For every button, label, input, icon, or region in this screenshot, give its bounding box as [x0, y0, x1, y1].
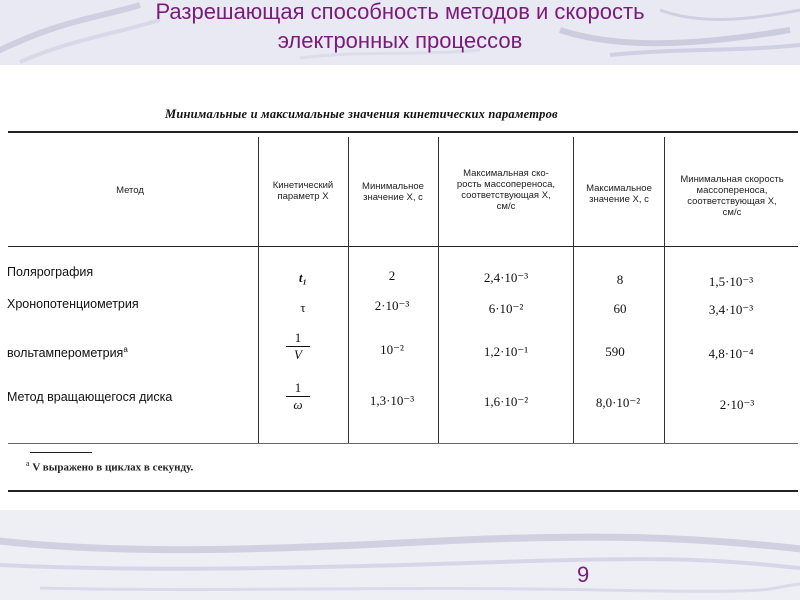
header-param-line: параметр X [277, 191, 329, 202]
row-min: 2·10⁻³ [374, 298, 410, 313]
header-param [260, 180, 346, 202]
page-number: 9 [577, 562, 590, 587]
fraction-numerator: 1 [294, 380, 302, 395]
header-min-value [350, 181, 436, 203]
row-method [7, 345, 128, 360]
col-divider [573, 137, 574, 443]
row-min-rate: 3,4·10⁻³ [708, 302, 754, 317]
row-max-rate: 6·10⁻² [488, 301, 524, 316]
row-max-rate: 2,4·10⁻³ [483, 270, 529, 285]
header-max-rate-line: см/с [496, 201, 516, 212]
footnote-mark: а [123, 345, 128, 354]
fraction-denominator: ω [293, 397, 303, 412]
row-method-text: вольтамперометрия [7, 346, 124, 360]
table-header-rule [8, 246, 798, 247]
slide-title [0, 0, 800, 55]
fraction-denominator: V [294, 347, 302, 362]
slide-title-line1: Разрешающая способность методов и скорость [155, 0, 645, 24]
footnote-rule [30, 452, 92, 453]
footnote-text: V выражено в циклах в секунду. [32, 461, 194, 474]
row-param-fraction [283, 331, 313, 362]
row-min: 2 [388, 268, 396, 283]
header-min-rate-line: см/с [722, 207, 742, 218]
header-max-rate-line: рость массопереноса, [456, 179, 556, 190]
row-param: t₁ [298, 270, 308, 285]
table-body-rule [8, 443, 798, 444]
table-bottom-rule [8, 490, 798, 492]
slide-title-line2: электронных процессов [277, 28, 523, 53]
row-method: Полярография [7, 265, 94, 279]
row-param-fraction [283, 381, 313, 412]
header-max-rate [440, 168, 572, 212]
footnote-mark: а [26, 459, 30, 468]
col-divider [258, 137, 259, 443]
col-divider [664, 137, 665, 443]
table-caption: Минимальные и максимальные значения кинетических параметров [165, 107, 558, 121]
header-min-rate-line: Минимальная скорость [680, 174, 784, 185]
row-method: Хронопотенциометрия [7, 297, 139, 311]
row-min: 10⁻² [380, 342, 404, 357]
header-max-rate-line: соответствующая X, [461, 190, 551, 201]
header-band [0, 0, 800, 65]
swoosh-decoration [0, 510, 800, 600]
row-max-rate: 1,6·10⁻² [483, 394, 529, 409]
header-max-value [575, 183, 663, 205]
table-footnote [26, 459, 193, 474]
col-divider [348, 137, 349, 443]
footer-band [0, 510, 800, 600]
header-min-rate-line: массопереноса, [696, 185, 768, 196]
row-min: 1,3·10⁻³ [369, 393, 415, 408]
header-min-line: Минимальное [362, 181, 424, 192]
fraction-numerator: 1 [294, 330, 302, 345]
row-max: 590 [605, 344, 625, 359]
header-max-line: Максимальное [586, 183, 652, 194]
header-max-line: значение X, с [589, 194, 649, 205]
row-method: Метод вращающегося диска [7, 390, 173, 404]
header-max-rate-line: Максимальная ско- [463, 168, 549, 179]
header-min-line: значение X, с [363, 192, 423, 203]
row-min-rate: 1,5·10⁻³ [708, 274, 754, 289]
header-min-rate-line: соответствующая X, [687, 196, 777, 207]
row-min-rate: 4,8·10⁻⁴ [708, 346, 754, 361]
table-top-rule [8, 131, 798, 133]
row-max: 8 [616, 272, 624, 287]
row-min-rate: 2·10⁻³ [719, 397, 755, 412]
header-param-line: Кинетический [272, 180, 334, 191]
col-divider [438, 137, 439, 443]
row-max: 60 [613, 301, 627, 316]
row-max: 8,0·10⁻² [595, 395, 641, 410]
header-min-rate [666, 174, 798, 218]
header-method: Метод [116, 185, 144, 196]
row-param: τ [300, 300, 306, 315]
row-max-rate: 1,2·10⁻¹ [483, 344, 529, 359]
